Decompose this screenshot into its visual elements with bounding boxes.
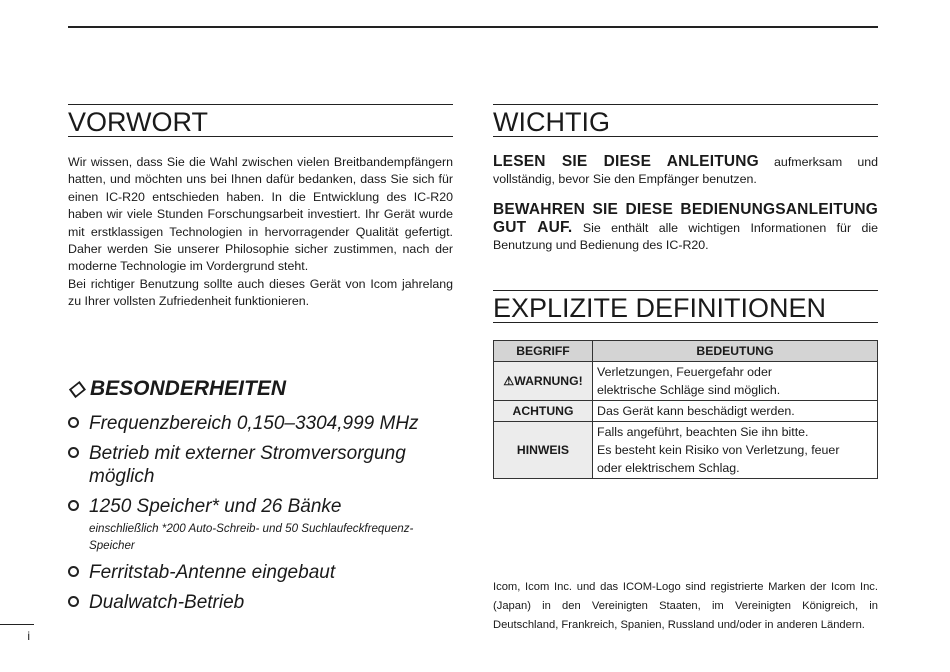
table-row	[494, 401, 878, 422]
wichtig-text-2: Sie enthält alle wichtigen Informationen für die Benutzung und Bedienung des IC-R20.	[493, 221, 878, 252]
vorwort-paragraph: Bei richtiger Benutzung sollte auch dieses Gerät von Icom jahrelang zu Ihrer vollsten Zufriedenheit funktionieren.	[68, 276, 453, 309]
meaning-cell	[593, 362, 878, 401]
feature-item	[68, 442, 453, 488]
circle-bullet-icon	[68, 447, 79, 458]
term-achtung: ACHTUNG	[494, 401, 593, 422]
trademark-note: Icom, Icom Inc. und das ICOM-Logo sind registrierte Marken der Icom Inc. (Japan) in den Vereinigten Staaten, im Vereinigten Königreich, in Deutschland, Frankreich, Spanien, Russland und/oder in anderen Ländern.	[493, 581, 878, 631]
table-row	[494, 362, 878, 401]
feature-item	[68, 591, 453, 614]
feature-label: Ferritstab-Antenne eingebaut	[89, 562, 336, 583]
feature-label: Betrieb mit externer Stromversorgung möglich	[89, 443, 406, 487]
definitions-table	[493, 340, 878, 479]
meaning-line: Das Gerät kann beschädigt werden.	[597, 404, 795, 418]
besonderheiten-list	[68, 412, 453, 621]
circle-bullet-icon	[68, 596, 79, 607]
feature-item	[68, 561, 453, 584]
feature-item	[68, 412, 453, 435]
header-bedeutung: BEDEUTUNG	[593, 341, 878, 362]
term-hinweis: HINWEIS	[494, 422, 593, 479]
table-header-row	[494, 341, 878, 362]
vorwort-title: VORWORT	[68, 104, 453, 137]
wichtig-title: WICHTIG	[493, 104, 878, 137]
wichtig-paragraph-2	[493, 201, 878, 254]
vorwort-paragraph: Wir wissen, dass Sie die Wahl zwischen vielen Breitbandempfängern hatten, und möchten uns bei Ihnen dafür bedanken, dass Sie sich für einen IC-R20 entschieden haben. In die Entwicklung des IC-R20 haben wir viele Stunden Forschungsarbeit investiert. Ihr Gerät wurde mit erstklassigen Technologien in hervorragender Qualität gefertigt. Daher werden Sie unserer Philosophie sicher zustimmen, nach der moderne Technologie im Vordergrund steht.	[68, 155, 453, 274]
header-begriff: BEGRIFF	[494, 341, 593, 362]
wichtig-text-1: aufmerksam und vollständig, bevor Sie den Empfänger benutzen.	[493, 155, 878, 186]
besonderheiten-title: ◇ BESONDERHEITEN	[68, 377, 287, 400]
feature-label: Frequenzbereich 0,150–3304,999 MHz	[89, 413, 419, 434]
meaning-line: Falls angeführt, beachten Sie ihn bitte.	[597, 425, 809, 439]
page-number-label: i	[27, 629, 30, 643]
top-rule	[68, 26, 878, 28]
meaning-line: elektrische Schläge sind möglich.	[597, 383, 781, 397]
definitionen-title: EXPLIZITE DEFINITIONEN	[493, 290, 878, 323]
table-row	[494, 422, 878, 479]
vorwort-text	[68, 154, 453, 311]
circle-bullet-icon	[68, 566, 79, 577]
vorwort-section	[68, 104, 453, 311]
wichtig-paragraph-1	[493, 153, 878, 188]
circle-bullet-icon	[68, 417, 79, 428]
wichtig-bold-1: LESEN SIE DIESE ANLEITUNG	[493, 153, 759, 170]
meaning-line: Es besteht kein Risiko von Verletzung, feuer	[597, 443, 840, 457]
meaning-line: Verletzungen, Feuergefahr oder	[597, 365, 772, 379]
feature-label: 1250 Speicher* und 26 Bänke	[89, 496, 342, 517]
wichtig-section	[493, 104, 878, 479]
feature-note: einschließlich *200 Auto-Schreib- und 50 Suchlaufeckfrequenz-Speicher	[89, 522, 414, 552]
feature-label: Dualwatch-Betrieb	[89, 592, 245, 613]
meaning-line: oder elektrischem Schlag.	[597, 461, 740, 475]
wichtig-bold-2: BEWAHREN SIE DIESE BEDIENUNGSANLEITUNG GUT AUF.	[493, 201, 878, 236]
meaning-cell	[593, 401, 878, 422]
term-warnung: ⚠WARNUNG!	[494, 362, 593, 401]
circle-bullet-icon	[68, 500, 79, 511]
page-number	[0, 624, 34, 643]
meaning-cell	[593, 422, 878, 479]
feature-item	[68, 495, 453, 554]
